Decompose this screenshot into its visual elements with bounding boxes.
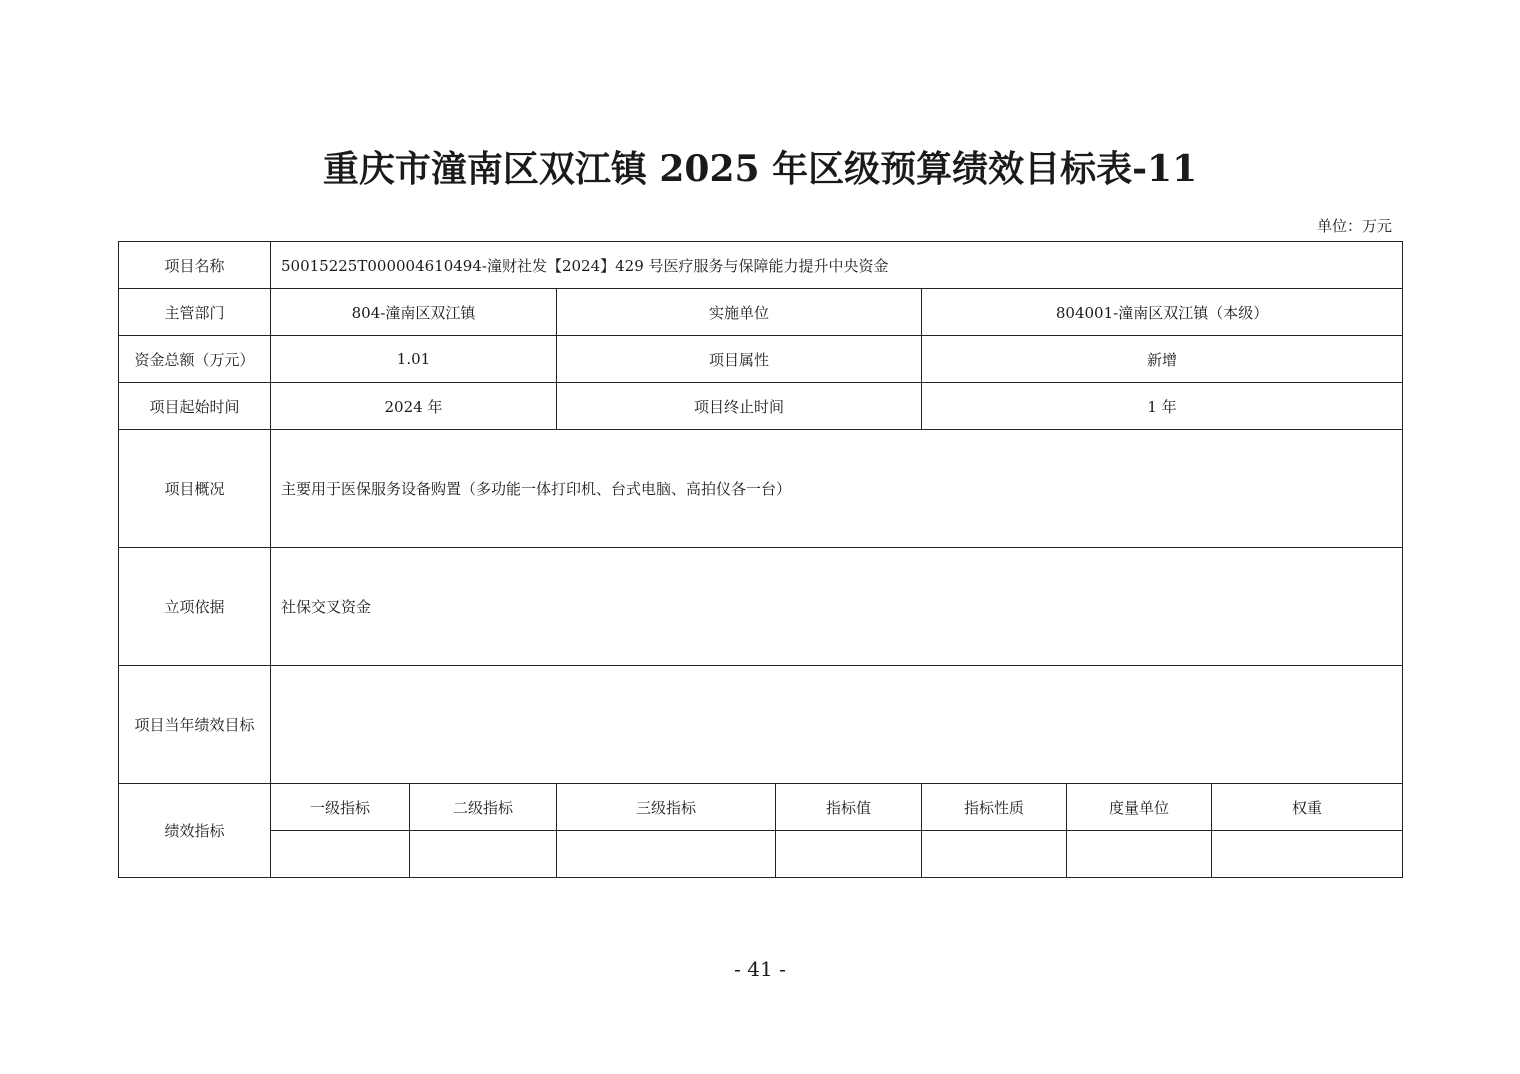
- overview-value: 主要用于医保服务设备购置（多功能一体打印机、台式电脑、高拍仪各一台）: [271, 430, 1403, 548]
- indicator-cell: [557, 831, 776, 878]
- row-period: [119, 383, 1403, 430]
- indicator-cell: [1212, 831, 1403, 878]
- start-time-label: 项目起始时间: [119, 383, 271, 430]
- indicator-header-unit: 度量单位: [1067, 784, 1212, 831]
- page-number: - 41 -: [734, 957, 786, 981]
- start-time-value: 2024 年: [271, 383, 557, 430]
- indicator-header-level1: 一级指标: [271, 784, 410, 831]
- department-label: 主管部门: [119, 289, 271, 336]
- end-time-label: 项目终止时间: [557, 383, 922, 430]
- row-department: [119, 289, 1403, 336]
- annual-goal-value: [271, 666, 1403, 784]
- basis-label: 立项依据: [119, 548, 271, 666]
- project-attribute-label: 项目属性: [557, 336, 922, 383]
- indicator-cell: [922, 831, 1067, 878]
- indicator-header-level2: 二级指标: [410, 784, 557, 831]
- project-attribute-value: 新增: [922, 336, 1403, 383]
- indicator-header-level3: 三级指标: [557, 784, 776, 831]
- row-annual-goal: [119, 666, 1403, 784]
- funds-value: 1.01: [271, 336, 557, 383]
- indicators-label: 绩效指标: [119, 784, 271, 878]
- unit-label: 单位：万元: [1316, 217, 1392, 235]
- indicator-cell: [271, 831, 410, 878]
- indicator-cell: [776, 831, 922, 878]
- implementing-unit-value: 804001-潼南区双江镇（本级）: [922, 289, 1403, 336]
- row-indicator-empty: [119, 831, 1403, 878]
- indicator-header-weight: 权重: [1212, 784, 1403, 831]
- project-name-label: 项目名称: [119, 242, 271, 289]
- row-basis: [119, 548, 1403, 666]
- project-name-value: 50015225T000004610494-潼财社发【2024】429 号医疗服务与保障能力提升中央资金: [271, 242, 1403, 289]
- indicator-cell: [410, 831, 557, 878]
- row-funds: [119, 336, 1403, 383]
- annual-goal-label: 项目当年绩效目标: [119, 666, 271, 784]
- indicator-header-value: 指标值: [776, 784, 922, 831]
- page-title: 重庆市潼南区双江镇 2025 年区级预算绩效目标表-11: [322, 148, 1198, 190]
- indicator-header-nature: 指标性质: [922, 784, 1067, 831]
- performance-goal-table: [118, 241, 1403, 878]
- row-overview: [119, 430, 1403, 548]
- basis-value: 社保交叉资金: [271, 548, 1403, 666]
- row-project-name: [119, 242, 1403, 289]
- indicator-cell: [1067, 831, 1212, 878]
- implementing-unit-label: 实施单位: [557, 289, 922, 336]
- funds-label: 资金总额（万元）: [119, 336, 271, 383]
- row-indicator-headers: [119, 784, 1403, 831]
- department-value: 804-潼南区双江镇: [271, 289, 557, 336]
- overview-label: 项目概况: [119, 430, 271, 548]
- end-time-value: 1 年: [922, 383, 1403, 430]
